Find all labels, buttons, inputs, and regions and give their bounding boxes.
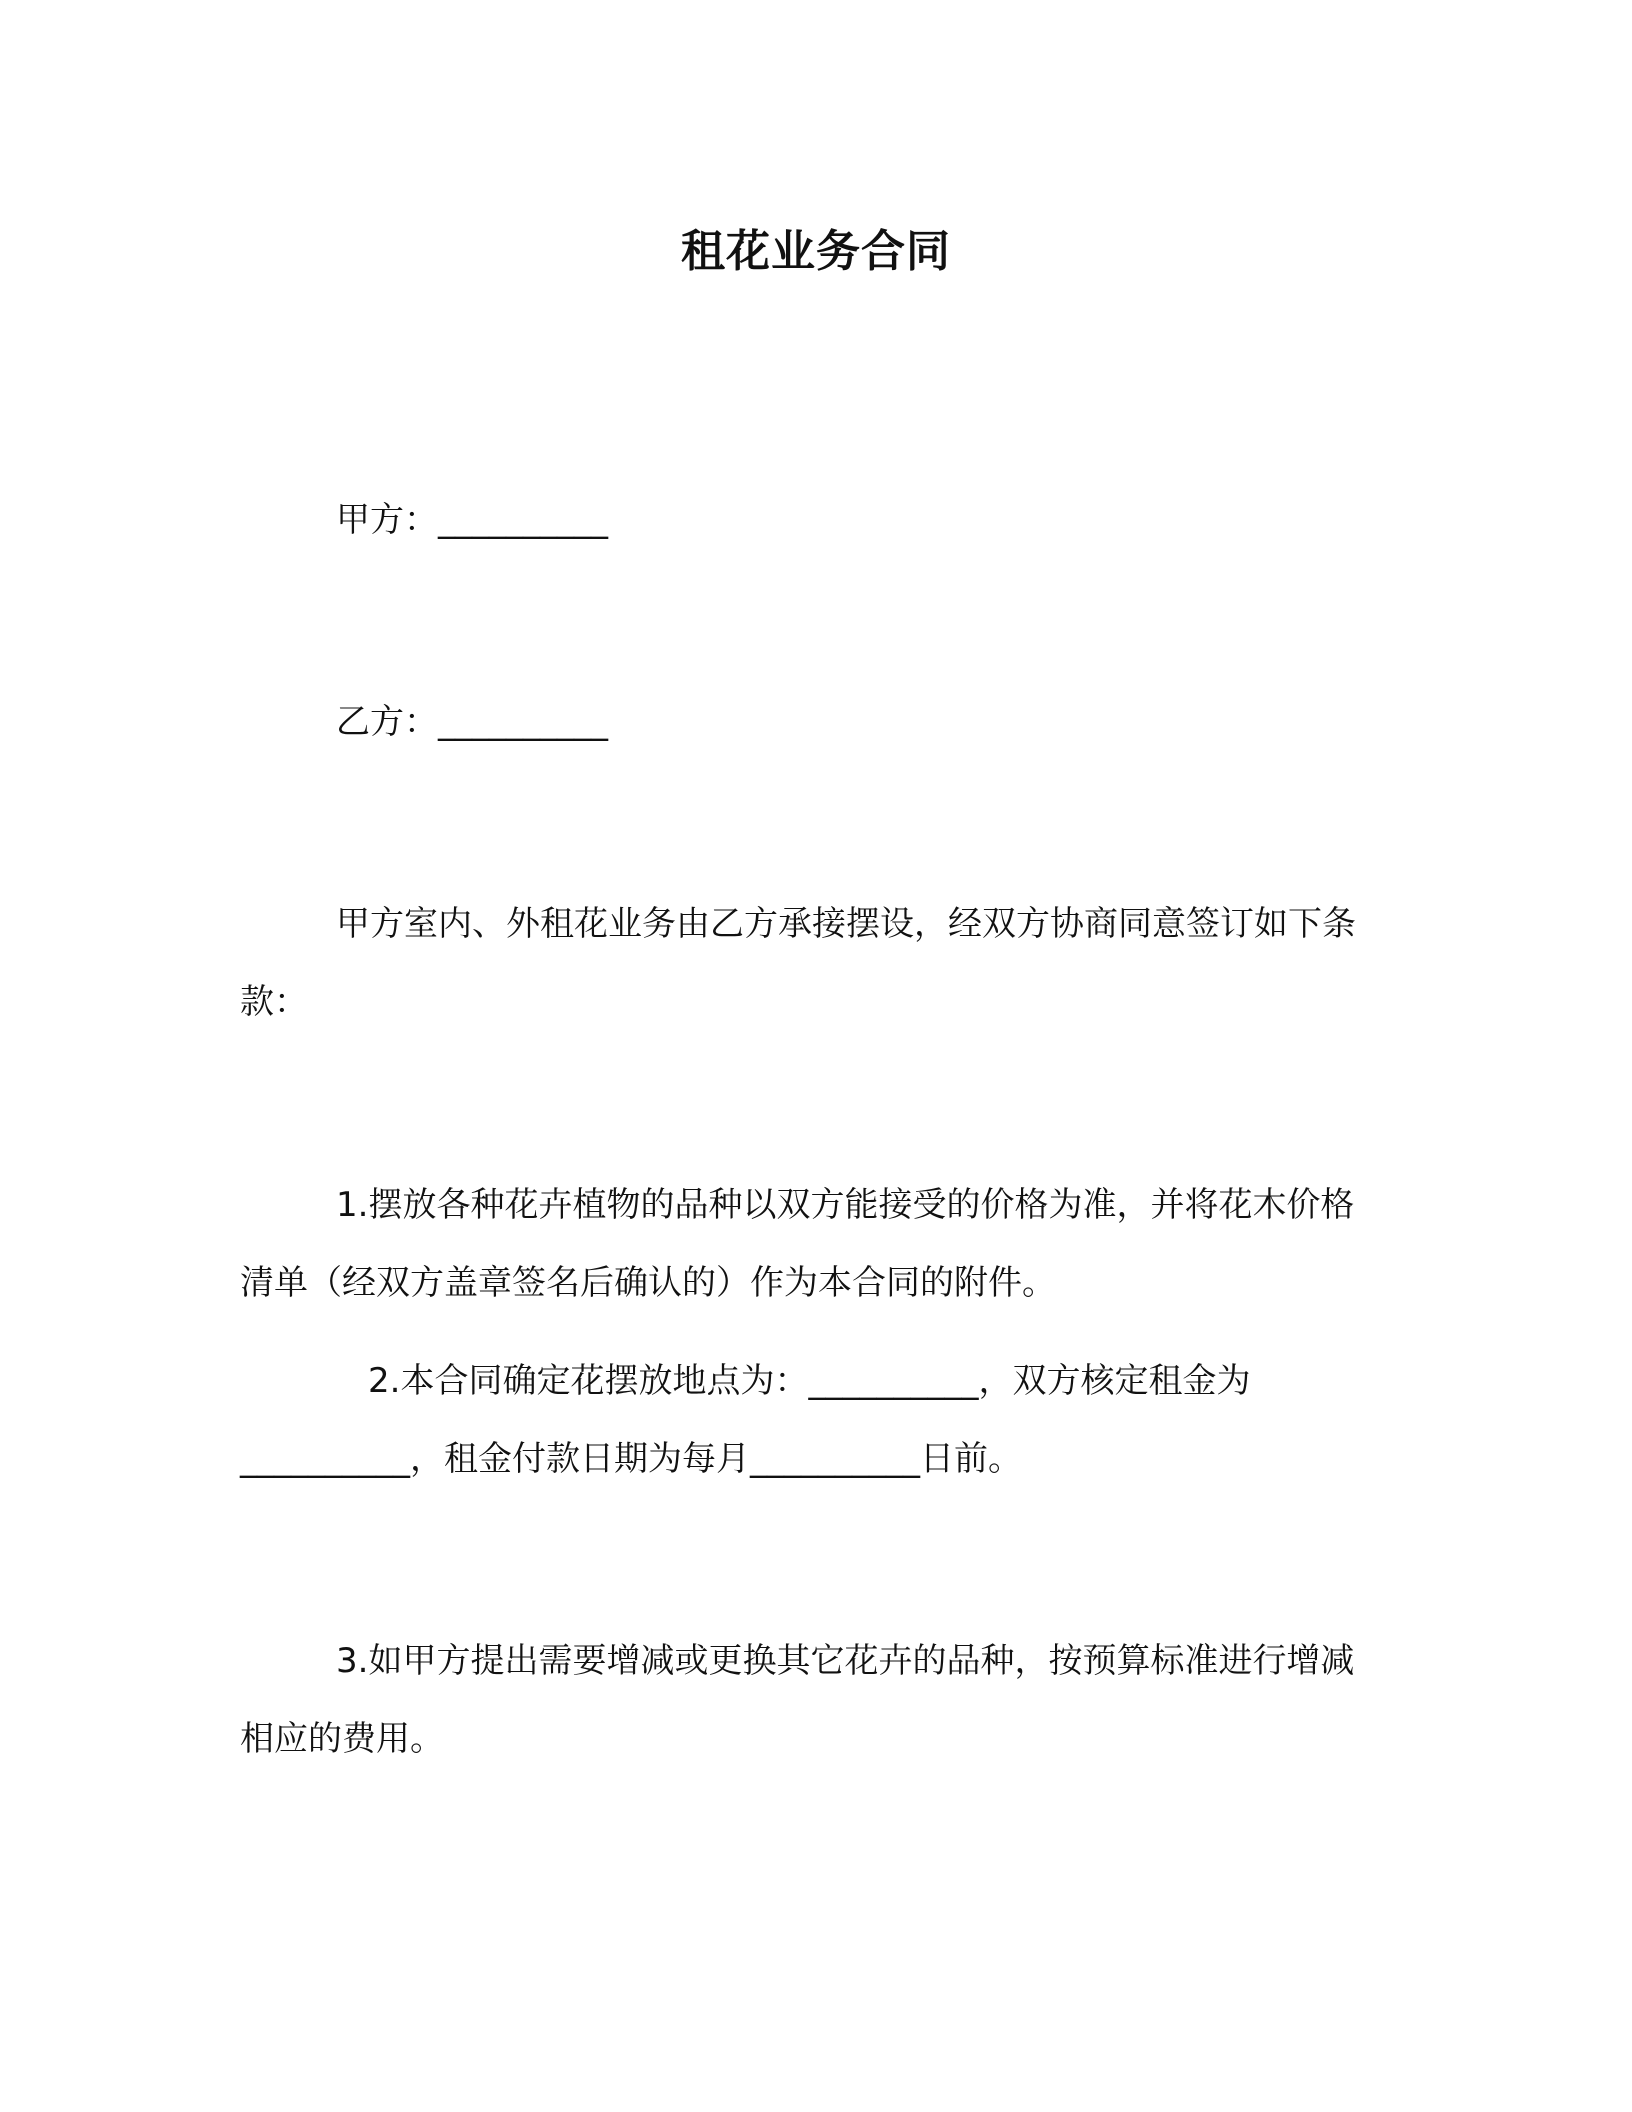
- document-title: 租花业务合同: [681, 226, 951, 277]
- clause-3: 3.如甲方提出需要增减或更换其它花卉的品种，按预算标准进行增减相应的费用。: [240, 1641, 1355, 1759]
- party-a-line: 甲方：__________: [336, 500, 608, 540]
- clause-1: 1.摆放各种花卉植物的品种以双方能接受的价格为准，并将花木价格清单（经双方盖章签名后确认的）作为本合同的附件。: [240, 1185, 1355, 1303]
- party-b-line: 乙方：__________: [336, 702, 608, 742]
- clause-2: 2.本合同确定花摆放地点为：__________，双方核定租金为__________，租金付款日期为每月__________日前。: [240, 1361, 1251, 1479]
- intro-paragraph: 甲方室内、外租花业务由乙方承接摆设，经双方协商同意签订如下条款：: [240, 904, 1356, 1022]
